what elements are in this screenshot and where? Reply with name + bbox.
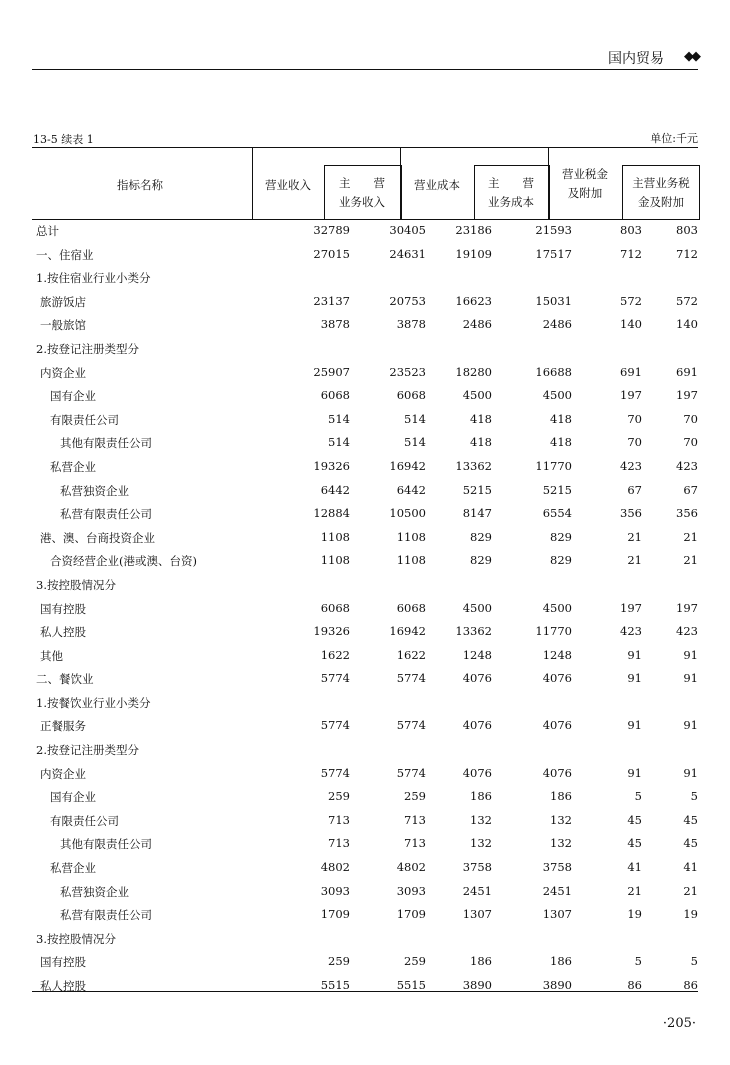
table-cell: 19 (627, 907, 642, 922)
table-cell: 1307 (462, 907, 492, 922)
table-cell: 91 (627, 765, 642, 780)
column-divider (252, 147, 253, 219)
table-cell: 713 (328, 812, 350, 827)
table-cell: 4076 (542, 671, 572, 686)
table-cell: 21 (627, 529, 642, 544)
table-cell: 1248 (462, 647, 492, 662)
table-row (32, 480, 698, 504)
table-cell: 15031 (535, 293, 572, 308)
table-cell: 5774 (396, 718, 426, 733)
table-cell: 186 (550, 954, 572, 969)
table-cell: 16688 (535, 364, 572, 379)
table-cell: 16942 (389, 624, 426, 639)
unit-label: 单位:千元 (650, 132, 698, 145)
table-cell: 691 (676, 364, 698, 379)
table-cell: 5 (634, 789, 642, 804)
row-label: 其他有限责任公司 (60, 436, 152, 451)
table-row (32, 432, 698, 456)
table-cell: 418 (550, 411, 572, 426)
table-cell: 23186 (455, 223, 492, 237)
table-row (32, 645, 698, 669)
table-cell: 829 (470, 553, 492, 568)
table-cell: 1248 (542, 647, 572, 662)
table-row (32, 668, 698, 692)
column-header-main-tax-1: 主营业务税 (632, 176, 690, 190)
table-cell: 423 (620, 458, 642, 473)
table-cell: 3878 (396, 317, 426, 332)
table-cell: 197 (676, 388, 698, 403)
table-cell: 3758 (462, 860, 492, 875)
table-cell: 70 (683, 435, 698, 450)
page-number: ·205· (662, 1016, 696, 1031)
table-cell: 21 (683, 553, 698, 568)
section-title: 国内贸易 (608, 51, 664, 67)
table-cell: 3890 (542, 978, 572, 992)
row-label: 内资企业 (40, 365, 86, 380)
table-cell: 24631 (389, 246, 426, 261)
table-row (32, 810, 698, 834)
table-cell: 5 (690, 789, 698, 804)
table-cell: 21 (627, 553, 642, 568)
column-header-main-revenue-2: 业务收入 (339, 195, 385, 209)
table-row (32, 833, 698, 857)
table-cell: 803 (676, 223, 698, 237)
table-cell: 5774 (396, 765, 426, 780)
table-cell: 12884 (313, 506, 350, 521)
table-cell: 132 (550, 836, 572, 851)
row-label: 有限责任公司 (50, 412, 119, 427)
row-label: 一般旅馆 (40, 318, 86, 333)
row-label: 私营有限责任公司 (60, 908, 152, 923)
table-cell: 4500 (542, 388, 572, 403)
table-row (32, 362, 698, 386)
table-bottom-rule (32, 991, 698, 992)
table-cell: 6068 (320, 600, 350, 615)
table-cell: 423 (620, 624, 642, 639)
table-cell: 712 (676, 246, 698, 261)
table-cell: 41 (683, 860, 698, 875)
table-cell: 3758 (542, 860, 572, 875)
table-cell: 829 (470, 529, 492, 544)
table-cell: 21 (683, 883, 698, 898)
table-cell: 23137 (313, 293, 350, 308)
row-label: 私人控股 (40, 979, 86, 993)
table-cell: 11770 (535, 458, 572, 473)
table-cell: 691 (620, 364, 642, 379)
table-cell: 30405 (389, 223, 426, 237)
table-cell: 91 (683, 765, 698, 780)
row-label: 国有企业 (50, 790, 96, 805)
column-header-tax-2: 及附加 (567, 186, 603, 200)
row-label: 2.按登记注册类型分 (36, 743, 139, 758)
table-row (32, 338, 698, 362)
table-row (32, 503, 698, 527)
table-cell: 186 (470, 789, 492, 804)
table-cell: 4076 (462, 765, 492, 780)
column-header-main-tax-2: 金及附加 (638, 195, 684, 209)
row-label: 有限责任公司 (50, 813, 119, 828)
table-cell: 41 (627, 860, 642, 875)
table-cell: 6442 (396, 482, 426, 497)
table-cell: 1709 (320, 907, 350, 922)
row-label: 国有企业 (50, 389, 96, 404)
table-row (32, 574, 698, 598)
table-row (32, 857, 698, 881)
table-cell: 4500 (462, 600, 492, 615)
column-header-main-cost-2: 业务成本 (488, 195, 534, 209)
table-cell: 4076 (462, 718, 492, 733)
table-cell: 803 (620, 223, 642, 237)
row-label: 内资企业 (40, 766, 86, 781)
diamond-icon: ◆◆ (684, 49, 698, 64)
table-row (32, 692, 698, 716)
table-cell: 2486 (462, 317, 492, 332)
table-body (32, 220, 698, 999)
table-cell: 5774 (320, 765, 350, 780)
table-cell: 8147 (462, 506, 492, 521)
table-cell: 45 (683, 836, 698, 851)
table-cell: 1108 (320, 553, 350, 568)
row-label: 私营企业 (50, 459, 96, 474)
table-cell: 21 (627, 883, 642, 898)
running-header (32, 48, 698, 68)
table-cell: 514 (328, 435, 350, 450)
table-cell: 1108 (396, 529, 426, 544)
table-row (32, 928, 698, 952)
table-cell: 572 (620, 293, 642, 308)
row-label: 总计 (36, 224, 59, 238)
table-cell: 197 (620, 600, 642, 615)
table-cell: 132 (470, 812, 492, 827)
table-row (32, 881, 698, 905)
table-cell: 17517 (535, 246, 572, 261)
row-label: 合资经营企业(港或澳、台资) (50, 554, 197, 569)
row-label: 1.按餐饮业行业小类分 (36, 695, 151, 710)
table-row (32, 456, 698, 480)
table-cell: 45 (627, 812, 642, 827)
table-row (32, 244, 698, 268)
row-label: 正餐服务 (40, 719, 86, 734)
table-cell: 1622 (320, 647, 350, 662)
table-cell: 132 (550, 812, 572, 827)
table-cell: 713 (404, 836, 426, 851)
table-cell: 91 (627, 647, 642, 662)
table-cell: 4076 (462, 671, 492, 686)
column-header-revenue: 营业收入 (265, 178, 311, 192)
table-cell: 6068 (396, 600, 426, 615)
table-cell: 418 (470, 411, 492, 426)
table-cell: 259 (328, 789, 350, 804)
table-row (32, 621, 698, 645)
table-cell: 10500 (389, 506, 426, 521)
table-cell: 19326 (313, 458, 350, 473)
table-cell: 21 (683, 529, 698, 544)
table-cell: 16942 (389, 458, 426, 473)
table-row (32, 527, 698, 551)
table-cell: 6068 (320, 388, 350, 403)
table-cell: 13362 (455, 458, 492, 473)
table-cell: 713 (328, 836, 350, 851)
row-label: 私营有限责任公司 (60, 507, 152, 522)
header-rule (32, 69, 698, 70)
table-row (32, 904, 698, 928)
table-cell: 423 (676, 458, 698, 473)
table-id: 13-5 续表 1 (33, 133, 94, 146)
table-cell: 11770 (535, 624, 572, 639)
table-cell: 45 (683, 812, 698, 827)
table-row (32, 267, 698, 291)
row-label: 二、餐饮业 (36, 672, 94, 687)
table-cell: 5 (634, 954, 642, 969)
table-cell: 2451 (542, 883, 572, 898)
table-cell: 3093 (396, 883, 426, 898)
table-cell: 45 (627, 836, 642, 851)
row-label: 国有控股 (40, 955, 86, 970)
table-cell: 259 (404, 954, 426, 969)
table-cell: 572 (676, 293, 698, 308)
table-cell: 1108 (320, 529, 350, 544)
table-row (32, 314, 698, 338)
table-row (32, 786, 698, 810)
table-cell: 21593 (535, 223, 572, 237)
table-row (32, 951, 698, 975)
table-cell: 5515 (396, 978, 426, 992)
table-cell: 4500 (542, 600, 572, 615)
table-cell: 418 (470, 435, 492, 450)
table-cell: 132 (470, 836, 492, 851)
row-label: 1.按住宿业行业小类分 (36, 271, 151, 286)
table-cell: 6554 (542, 506, 572, 521)
row-label: 私人控股 (40, 625, 86, 640)
row-label: 2.按登记注册类型分 (36, 341, 139, 356)
table-cell: 91 (683, 671, 698, 686)
table-row (32, 385, 698, 409)
table-row (32, 409, 698, 433)
table-cell: 70 (627, 411, 642, 426)
table-cell: 19326 (313, 624, 350, 639)
table-cell: 23523 (389, 364, 426, 379)
table-cell: 32789 (313, 223, 350, 237)
table-cell: 25907 (313, 364, 350, 379)
table-cell: 197 (620, 388, 642, 403)
table-cell: 713 (404, 812, 426, 827)
table-cell: 91 (683, 718, 698, 733)
table-cell: 6442 (320, 482, 350, 497)
table-row (32, 763, 698, 787)
table-cell: 5515 (320, 978, 350, 992)
column-header-main-cost-1: 主 营 (488, 176, 534, 190)
table-cell: 2486 (542, 317, 572, 332)
table-cell: 4076 (542, 765, 572, 780)
table-cell: 67 (627, 482, 642, 497)
table-row (32, 598, 698, 622)
table-cell: 6068 (396, 388, 426, 403)
table-row (32, 739, 698, 763)
table-cell: 91 (627, 671, 642, 686)
column-header-name: 指标名称 (117, 178, 163, 192)
table-cell: 1307 (542, 907, 572, 922)
table-cell: 13362 (455, 624, 492, 639)
table-cell: 418 (550, 435, 572, 450)
table-cell: 5215 (542, 482, 572, 497)
table-cell: 356 (676, 506, 698, 521)
row-label: 3.按控股情况分 (36, 931, 116, 946)
table-cell: 3878 (320, 317, 350, 332)
row-label: 其他 (40, 648, 63, 663)
table-cell: 67 (683, 482, 698, 497)
table-cell: 186 (550, 789, 572, 804)
row-label: 一、住宿业 (36, 247, 94, 262)
table-cell: 3093 (320, 883, 350, 898)
row-label: 旅游饭店 (40, 294, 86, 309)
table-cell: 2451 (462, 883, 492, 898)
table-cell: 4802 (320, 860, 350, 875)
table-cell: 829 (550, 529, 572, 544)
table-cell: 19 (683, 907, 698, 922)
table-row (32, 220, 698, 244)
table-cell: 5774 (396, 671, 426, 686)
table-cell: 1108 (396, 553, 426, 568)
table-cell: 91 (627, 718, 642, 733)
column-header-tax-1: 营业税金 (562, 167, 608, 181)
row-label: 私营独资企业 (60, 884, 129, 899)
table-cell: 259 (404, 789, 426, 804)
table-cell: 140 (620, 317, 642, 332)
row-label: 3.按控股情况分 (36, 577, 116, 592)
table-cell: 197 (676, 600, 698, 615)
row-label: 私营独资企业 (60, 483, 129, 498)
row-label: 其他有限责任公司 (60, 837, 152, 852)
table-cell: 20753 (389, 293, 426, 308)
table-cell: 70 (627, 435, 642, 450)
table-cell: 18280 (455, 364, 492, 379)
table-cell: 259 (328, 954, 350, 969)
column-header-main-revenue-1: 主 营 (339, 176, 385, 190)
table-cell: 514 (328, 411, 350, 426)
table-cell: 86 (683, 978, 698, 992)
table-cell: 5215 (462, 482, 492, 497)
row-label: 港、澳、台商投资企业 (40, 530, 155, 545)
table-cell: 5774 (320, 671, 350, 686)
table-cell: 27015 (313, 246, 350, 261)
table-cell: 712 (620, 246, 642, 261)
table-cell: 4076 (542, 718, 572, 733)
table-cell: 423 (676, 624, 698, 639)
table-cell: 3890 (462, 978, 492, 992)
table-cell: 829 (550, 553, 572, 568)
table-row (32, 550, 698, 574)
table-cell: 91 (683, 647, 698, 662)
table-row (32, 715, 698, 739)
table-cell: 5774 (320, 718, 350, 733)
table-cell: 86 (627, 978, 642, 992)
table-cell: 356 (620, 506, 642, 521)
table-row (32, 291, 698, 315)
table-cell: 4500 (462, 388, 492, 403)
table-cell: 4802 (396, 860, 426, 875)
table-cell: 5 (690, 954, 698, 969)
table-cell: 140 (676, 317, 698, 332)
table-cell: 514 (404, 411, 426, 426)
table-cell: 186 (470, 954, 492, 969)
table-cell: 514 (404, 435, 426, 450)
column-header-cost: 营业成本 (414, 178, 460, 192)
row-label: 国有控股 (40, 601, 86, 616)
table-row (32, 975, 698, 999)
table-cell: 1709 (396, 907, 426, 922)
table-top-rule (32, 147, 698, 148)
table-cell: 19109 (455, 246, 492, 261)
table-cell: 1622 (396, 647, 426, 662)
row-label: 私营企业 (50, 861, 96, 876)
table-cell: 16623 (455, 293, 492, 308)
table-cell: 70 (683, 411, 698, 426)
